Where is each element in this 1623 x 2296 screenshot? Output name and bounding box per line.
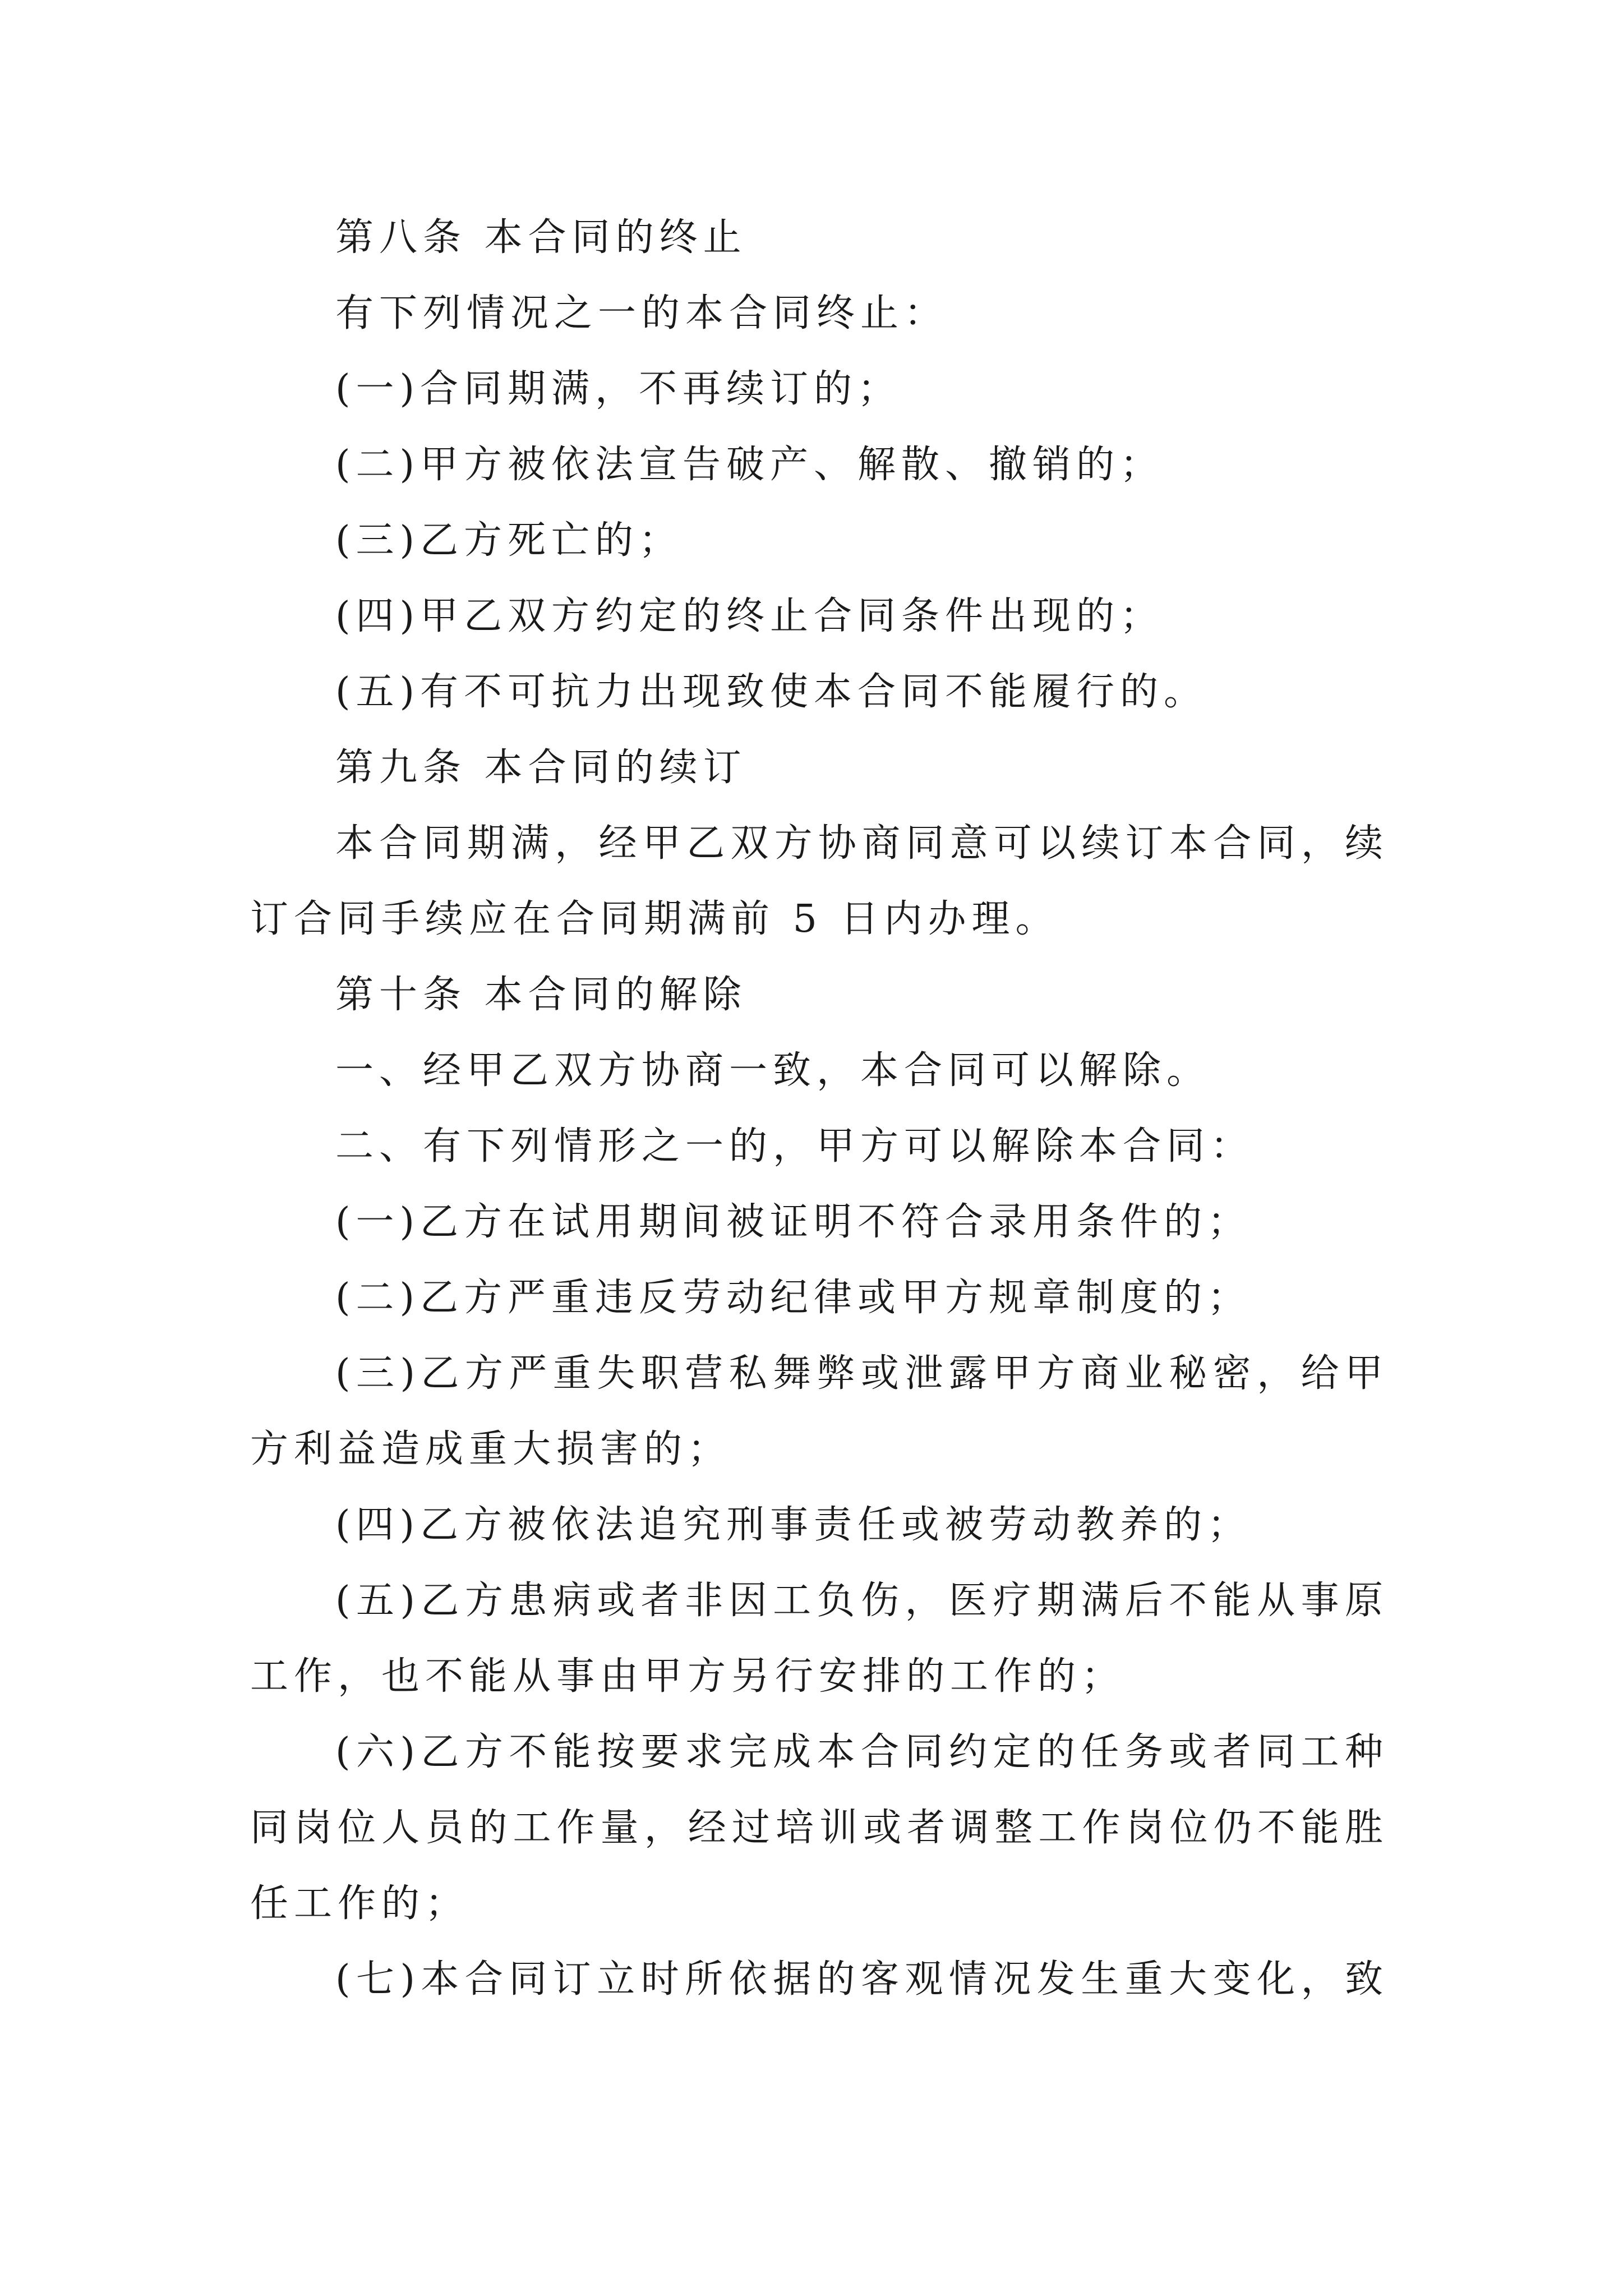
paragraph-line: 二、有下列情形之一的，甲方可以解除本合同： bbox=[335, 1124, 1255, 1168]
list-item: (二)乙方严重违反劳动纪律或甲方规章制度的； bbox=[335, 1276, 1252, 1320]
list-item: (一)乙方在试用期间被证明不符合录用条件的； bbox=[335, 1200, 1252, 1244]
paragraph-line: 本合同期满，经甲乙双方协商同意可以续订本合同，续 bbox=[335, 821, 1389, 866]
article-10-heading: 第十条 本合同的解除 bbox=[335, 973, 747, 1017]
article-8-heading: 第八条 本合同的终止 bbox=[335, 215, 747, 260]
list-item: (七)本合同订立时所依据的客观情况发生重大变化，致 bbox=[335, 1957, 1389, 2001]
paragraph-line: 有下列情况之一的本合同终止： bbox=[335, 291, 948, 335]
list-item: (六)乙方不能按要求完成本合同约定的任务或者同工种 bbox=[335, 1730, 1389, 1774]
list-item-continuation: 同岗位人员的工作量，经过培训或者调整工作岗位仍不能胜 bbox=[250, 1806, 1389, 1850]
list-item: (五)有不可抗力出现致使本合同不能履行的。 bbox=[335, 670, 1208, 714]
list-item: (五)乙方患病或者非因工负伤，医疗期满后不能从事原 bbox=[335, 1579, 1389, 1623]
list-item: (二)甲方被依法宣告破产、解散、撤销的； bbox=[335, 443, 1164, 487]
list-item-continuation: 方利益造成重大损害的； bbox=[250, 1427, 732, 1471]
paragraph-line: 一、经甲乙双方协商一致，本合同可以解除。 bbox=[335, 1048, 1211, 1093]
paragraph-line: 订合同手续应在合同期满前 5 日内办理。 bbox=[250, 897, 1059, 941]
list-item-continuation: 任工作的； bbox=[250, 1881, 469, 1926]
article-9-heading: 第九条 本合同的续订 bbox=[335, 746, 747, 790]
list-item-continuation: 工作，也不能从事由甲方另行安排的工作的； bbox=[250, 1654, 1126, 1699]
document-body bbox=[250, 200, 1389, 2017]
list-item: (四)乙方被依法追究刑事责任或被劳动教养的； bbox=[335, 1503, 1252, 1547]
list-item: (三)乙方死亡的； bbox=[335, 518, 683, 563]
list-item: (一)合同期满，不再续订的； bbox=[335, 367, 902, 411]
list-item: (三)乙方严重失职营私舞弊或泄露甲方商业秘密，给甲 bbox=[335, 1351, 1389, 1396]
list-item: (四)甲乙双方约定的终止合同条件出现的； bbox=[335, 594, 1164, 638]
